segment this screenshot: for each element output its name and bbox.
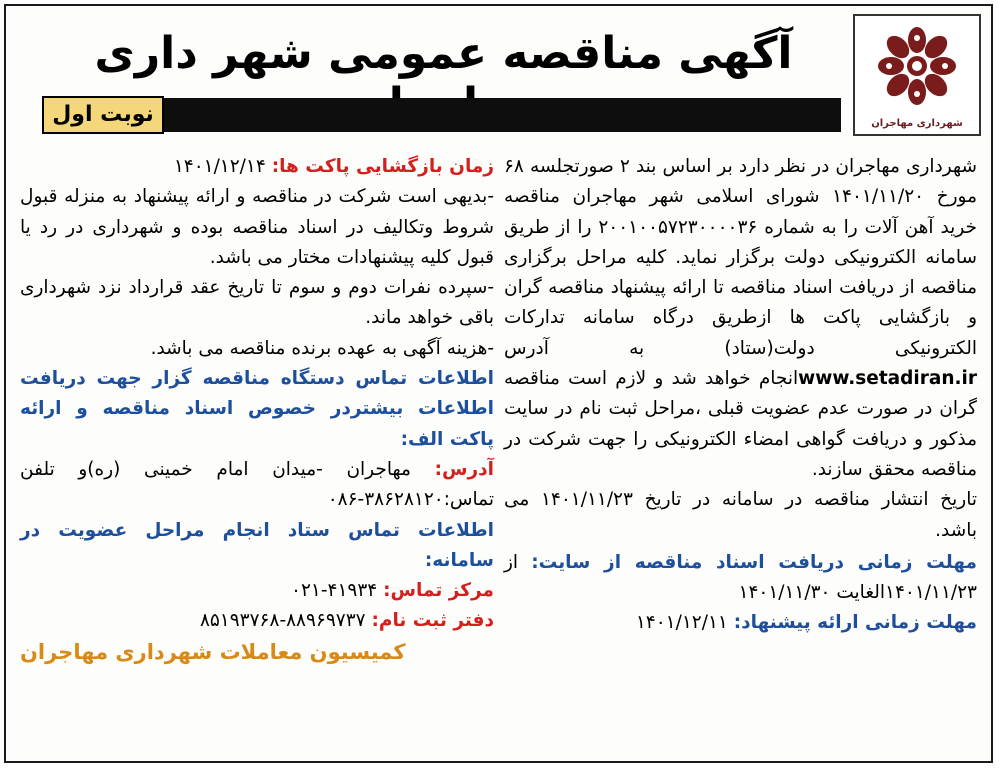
contact-heading: اطلاعات تماس دستگاه مناقصه گزار جهت دریافت اطلاعات بیشتردر خصوص اسناد مناقصه و ارائه پاکت الف:	[20, 368, 494, 450]
address-label: آدرس:	[434, 458, 494, 480]
opening-label: زمان بازگشایی پاکت ها:	[271, 156, 494, 177]
municipality-logo-icon	[873, 22, 961, 110]
registration-office-value: ۸۸۹۶۹۷۳۷-۸۵۱۹۳۷۶۸	[199, 610, 366, 632]
call-center-value: ۴۱۹۳۴-۰۲۱	[291, 580, 378, 602]
notice-title: آگهی مناقصه عمومی شهر داری	[94, 28, 793, 79]
bid-deadline	[504, 608, 977, 638]
website-link[interactable]: www.setadiran.ir	[798, 368, 977, 390]
address-value: مهاجران -میدان امام خمینی (ره)و تلفن تماس:۳۸۶۲۸۱۲۰-۰۸۶	[20, 458, 494, 511]
logo-caption: شهرداری مهاجران	[871, 118, 963, 129]
municipality-logo	[853, 14, 981, 136]
setad-heading: اطلاعات تماس ستاد انجام مراحل عضویت در سامانه:	[20, 519, 494, 571]
doc-deadline-value: از ۱۴۰۱/۱۱/۲۳الغایت ۱۴۰۱/۱۱/۳۰	[504, 551, 977, 604]
note-deposit: -سپرده نفرات دوم و سوم تا تاریخ عقد قرارداد نزد شهرداری باقی خواهد ماند.	[20, 277, 494, 329]
doc-deadline-label: مهلت زمانی دریافت اسناد مناقصه از سایت:	[531, 551, 977, 573]
bid-deadline-value: ۱۴۰۱/۱۲/۱۱	[635, 612, 728, 634]
left-column	[20, 152, 494, 667]
publish-date: تاریخ انتشار مناقصه در سامانه در تاریخ ۱۴۰۱/۱۱/۲۳ می باشد.	[504, 489, 977, 541]
right-column	[504, 152, 977, 639]
address	[20, 455, 494, 516]
bid-deadline-label: مهلت زمانی ارائه پیشنهاد:	[733, 612, 977, 634]
registration-office-label: دفتر ثبت نام:	[371, 610, 494, 632]
note-acceptance: -بدیهی است شرکت در مناقصه و ارائه پیشنهاد به منزله قبول شروط وتکالیف در اسناد مناقصه بوده و شهرداری در رد یا قبول کلیه پیشنهادات مختار می باشد.	[20, 186, 494, 268]
registration-office	[20, 606, 494, 636]
call-center	[20, 576, 494, 606]
intro-text-continued: انجام خواهد شد و لازم است مناقصه گران در صورت عدم عضویت قبلی ،مراحل ثبت نام در سایت مذکور و دریافت گواهی امضاء الکترونیکی را جهت شرکت در مناقصه محقق سازند.	[504, 368, 977, 480]
intro-text: شهرداری مهاجران در نظر دارد بر اساس بند ۲ صورتجلسه ۶۸ مورخ ۱۴۰۱/۱۱/۲۰ شورای اسلامی شهر مهاجران مناقصه خرید آهن آلات را به شماره ۲۰۰۱۰۰۵۷۲۳۰۰۰۰۳۶ را از طریق سامانه الکترونیکی دولت برگزار نماید. کلیه مراحل برگزاری مناقصه از دریافت اسناد مناقصه تا ارائه پیشنهاد مناقصه گران و بازگشایی پاکت ها ازطریق درگاه سامانه تدارکات الکترونیکی دولت(ستاد) به آدرس	[504, 156, 977, 359]
note-ad-cost: -هزینه آگهی به عهده برنده مناقصه می باشد.	[150, 337, 494, 359]
tender-notice	[4, 4, 993, 763]
intro-paragraph	[504, 152, 977, 485]
round-badge: نوبت اول	[42, 96, 164, 134]
doc-deadline	[504, 548, 977, 609]
opening-value: ۱۴۰۱/۱۲/۱۴	[173, 156, 266, 177]
opening-time	[20, 152, 494, 182]
call-center-label: مرکز تماس:	[383, 580, 494, 602]
signature: کمیسیون معاملات شهرداری مهاجران	[20, 639, 406, 664]
